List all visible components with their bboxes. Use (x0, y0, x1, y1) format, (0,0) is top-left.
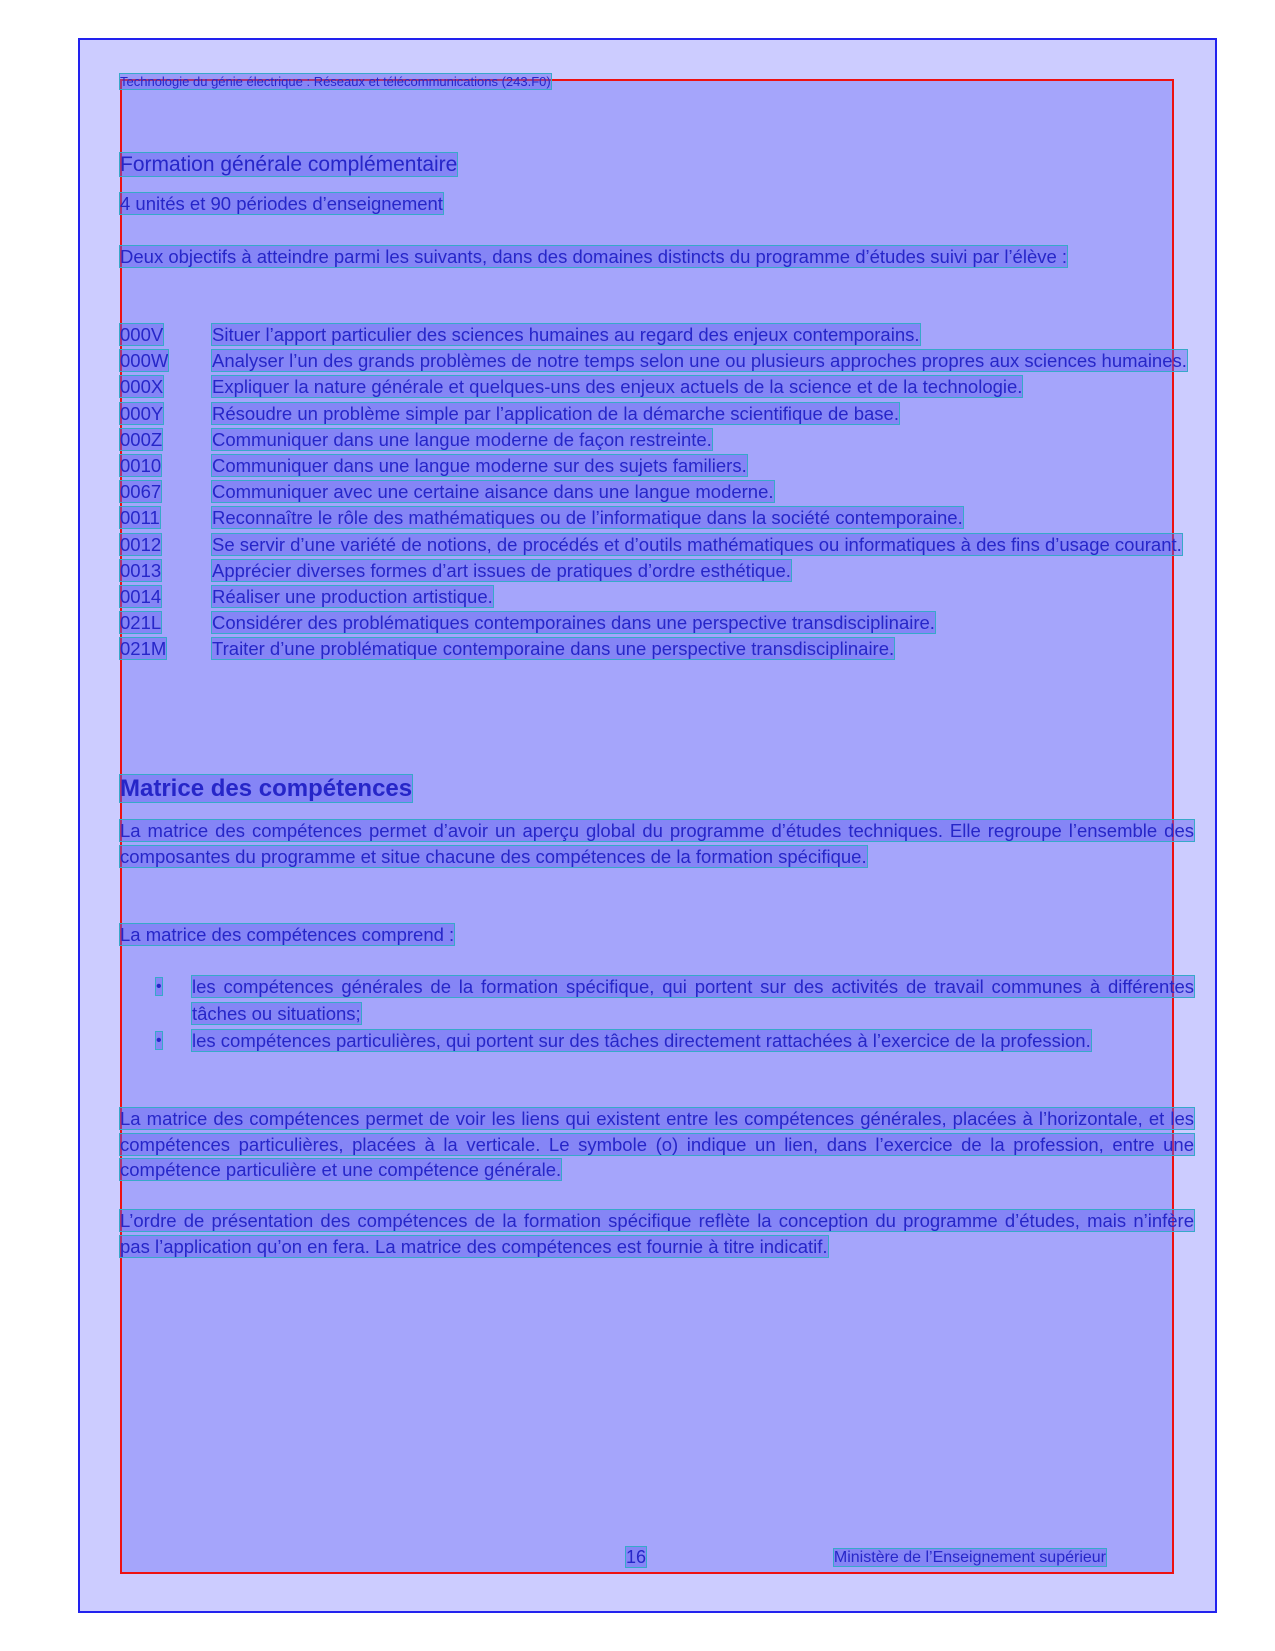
objective-item (120, 348, 1194, 374)
objective-code: 0012 (120, 533, 162, 555)
page-number (626, 1546, 646, 1568)
objective-code: 000Z (120, 428, 163, 450)
paragraph-text: La matrice des compétences permet de voir les liens qui existent entre les compétences générales, placées à l’horizontale, et les compétences particulières, placées à la verticale. Le symbole (o) indique un lien, dans l’exercice de la profession, entre une compétence particulière et une compétence générale. (120, 1108, 1194, 1180)
matrix-paragraph-4 (120, 1208, 1194, 1259)
objective-text: Analyser l’un des grands problèmes de notre temps selon une ou plusieurs approches propres aux sciences humaines. (212, 350, 1187, 372)
objective-text: Situer l’apport particulier des sciences humaines au regard des enjeux contemporains. (212, 324, 920, 345)
objective-item (120, 401, 1194, 427)
footer-publisher (834, 1548, 1106, 1568)
objective-text: Considérer des problématiques contemporaines dans une perspective transdisciplinaire. (212, 612, 935, 634)
objective-item (120, 322, 1194, 348)
objective-text: Communiquer dans une langue moderne de façon restreinte. (212, 428, 712, 450)
intro-text: Deux objectifs à atteindre parmi les suivants, dans des domaines distincts du programme d’études suivi par l’élève : (120, 246, 1068, 267)
bullet-text: les compétences générales de la formation spécifique, qui portent sur des activités de travail communes à différentes tâches ou situations; (192, 976, 1194, 1024)
document-page (120, 74, 1194, 1584)
objective-code: 0010 (120, 455, 162, 477)
bullet-icon: • (156, 1032, 162, 1049)
bullet-icon: • (156, 978, 162, 995)
section-title-text: Formation générale complémentaire (120, 153, 458, 176)
objective-item (120, 479, 1194, 505)
objective-text: Expliquer la nature générale et quelques-uns des enjeux actuels de la science et de la technologie. (212, 376, 1023, 398)
objective-code: 0067 (120, 481, 162, 503)
objective-item (120, 584, 1194, 610)
units-text: 4 unités et 90 périodes d’enseignement (120, 193, 443, 214)
objective-item (120, 558, 1194, 584)
objective-item (120, 374, 1194, 400)
objective-code: 021L (120, 612, 162, 634)
objective-code: 021M (120, 638, 167, 660)
intro-paragraph (120, 244, 1194, 270)
objective-text: Communiquer avec une certaine aisance dans une langue moderne. (212, 481, 774, 503)
matrix-paragraph-1 (120, 818, 1194, 869)
paragraph-text: La matrice des compétences permet d’avoir un aperçu global du programme d’études techniques. Elle regroupe l’ensemble des composantes du programme et situe chacune des compétences de la formation spécifique. (120, 820, 1194, 867)
paragraph-text: L’ordre de présentation des compétences de la formation spécifique reflète la conception du programme d’études, mais n’infère pas l’application qu’on en fera. La matrice des compétences est fournie à titre indicatif. (120, 1210, 1194, 1257)
objective-text: Communiquer dans une langue moderne sur des sujets familiers. (212, 455, 747, 477)
units-line (120, 192, 443, 216)
page-number-text: 16 (626, 1547, 647, 1567)
running-header-text: Technologie du génie électrique : Réseaux et télécommunications (243.F0) (120, 74, 551, 89)
objective-text: Traiter d’une problématique contemporaine dans une perspective transdisciplinaire. (212, 638, 895, 660)
objective-item (120, 636, 1194, 662)
bullet-list (156, 974, 1194, 1056)
objective-text: Se servir d’une variété de notions, de procédés et d’outils mathématiques ou informatiques à des fins d’usage courant. (212, 533, 1182, 555)
matrix-heading (120, 774, 412, 804)
objectives-list (120, 322, 1194, 663)
objective-text: Réaliser une production artistique. (212, 586, 493, 608)
matrix-heading-text: Matrice des compétences (120, 775, 413, 802)
running-header (120, 74, 551, 90)
section-title (120, 152, 457, 178)
objective-item (120, 610, 1194, 636)
matrix-paragraph-2 (120, 922, 1194, 948)
objective-code: 0011 (120, 507, 160, 529)
paragraph-text: La matrice des compétences comprend : (120, 924, 455, 945)
bullet-item (156, 1028, 1194, 1055)
bullet-item (156, 974, 1194, 1027)
objective-text: Apprécier diverses formes d’art issues de pratiques d’ordre esthétique. (212, 559, 791, 581)
objective-code: 000W (120, 350, 169, 372)
objective-code: 000V (120, 324, 164, 345)
objective-code: 0014 (120, 586, 162, 608)
matrix-paragraph-3 (120, 1106, 1194, 1183)
bullet-text: les compétences particulières, qui portent sur des tâches directement rattachées à l’exercice de la profession. (192, 1030, 1091, 1051)
objective-text: Reconnaître le rôle des mathématiques ou de l’informatique dans la société contemporaine. (212, 507, 963, 529)
objective-item (120, 453, 1194, 479)
objective-item (120, 532, 1194, 558)
objective-item (120, 505, 1194, 531)
footer-publisher-text: Ministère de l’Enseignement supérieur (833, 1549, 1106, 1566)
objective-item (120, 427, 1194, 453)
objective-code: 000Y (120, 402, 164, 424)
objective-code: 0013 (120, 559, 162, 581)
objective-code: 000X (120, 376, 164, 398)
objective-text: Résoudre un problème simple par l’application de la démarche scientifique de base. (212, 402, 899, 424)
